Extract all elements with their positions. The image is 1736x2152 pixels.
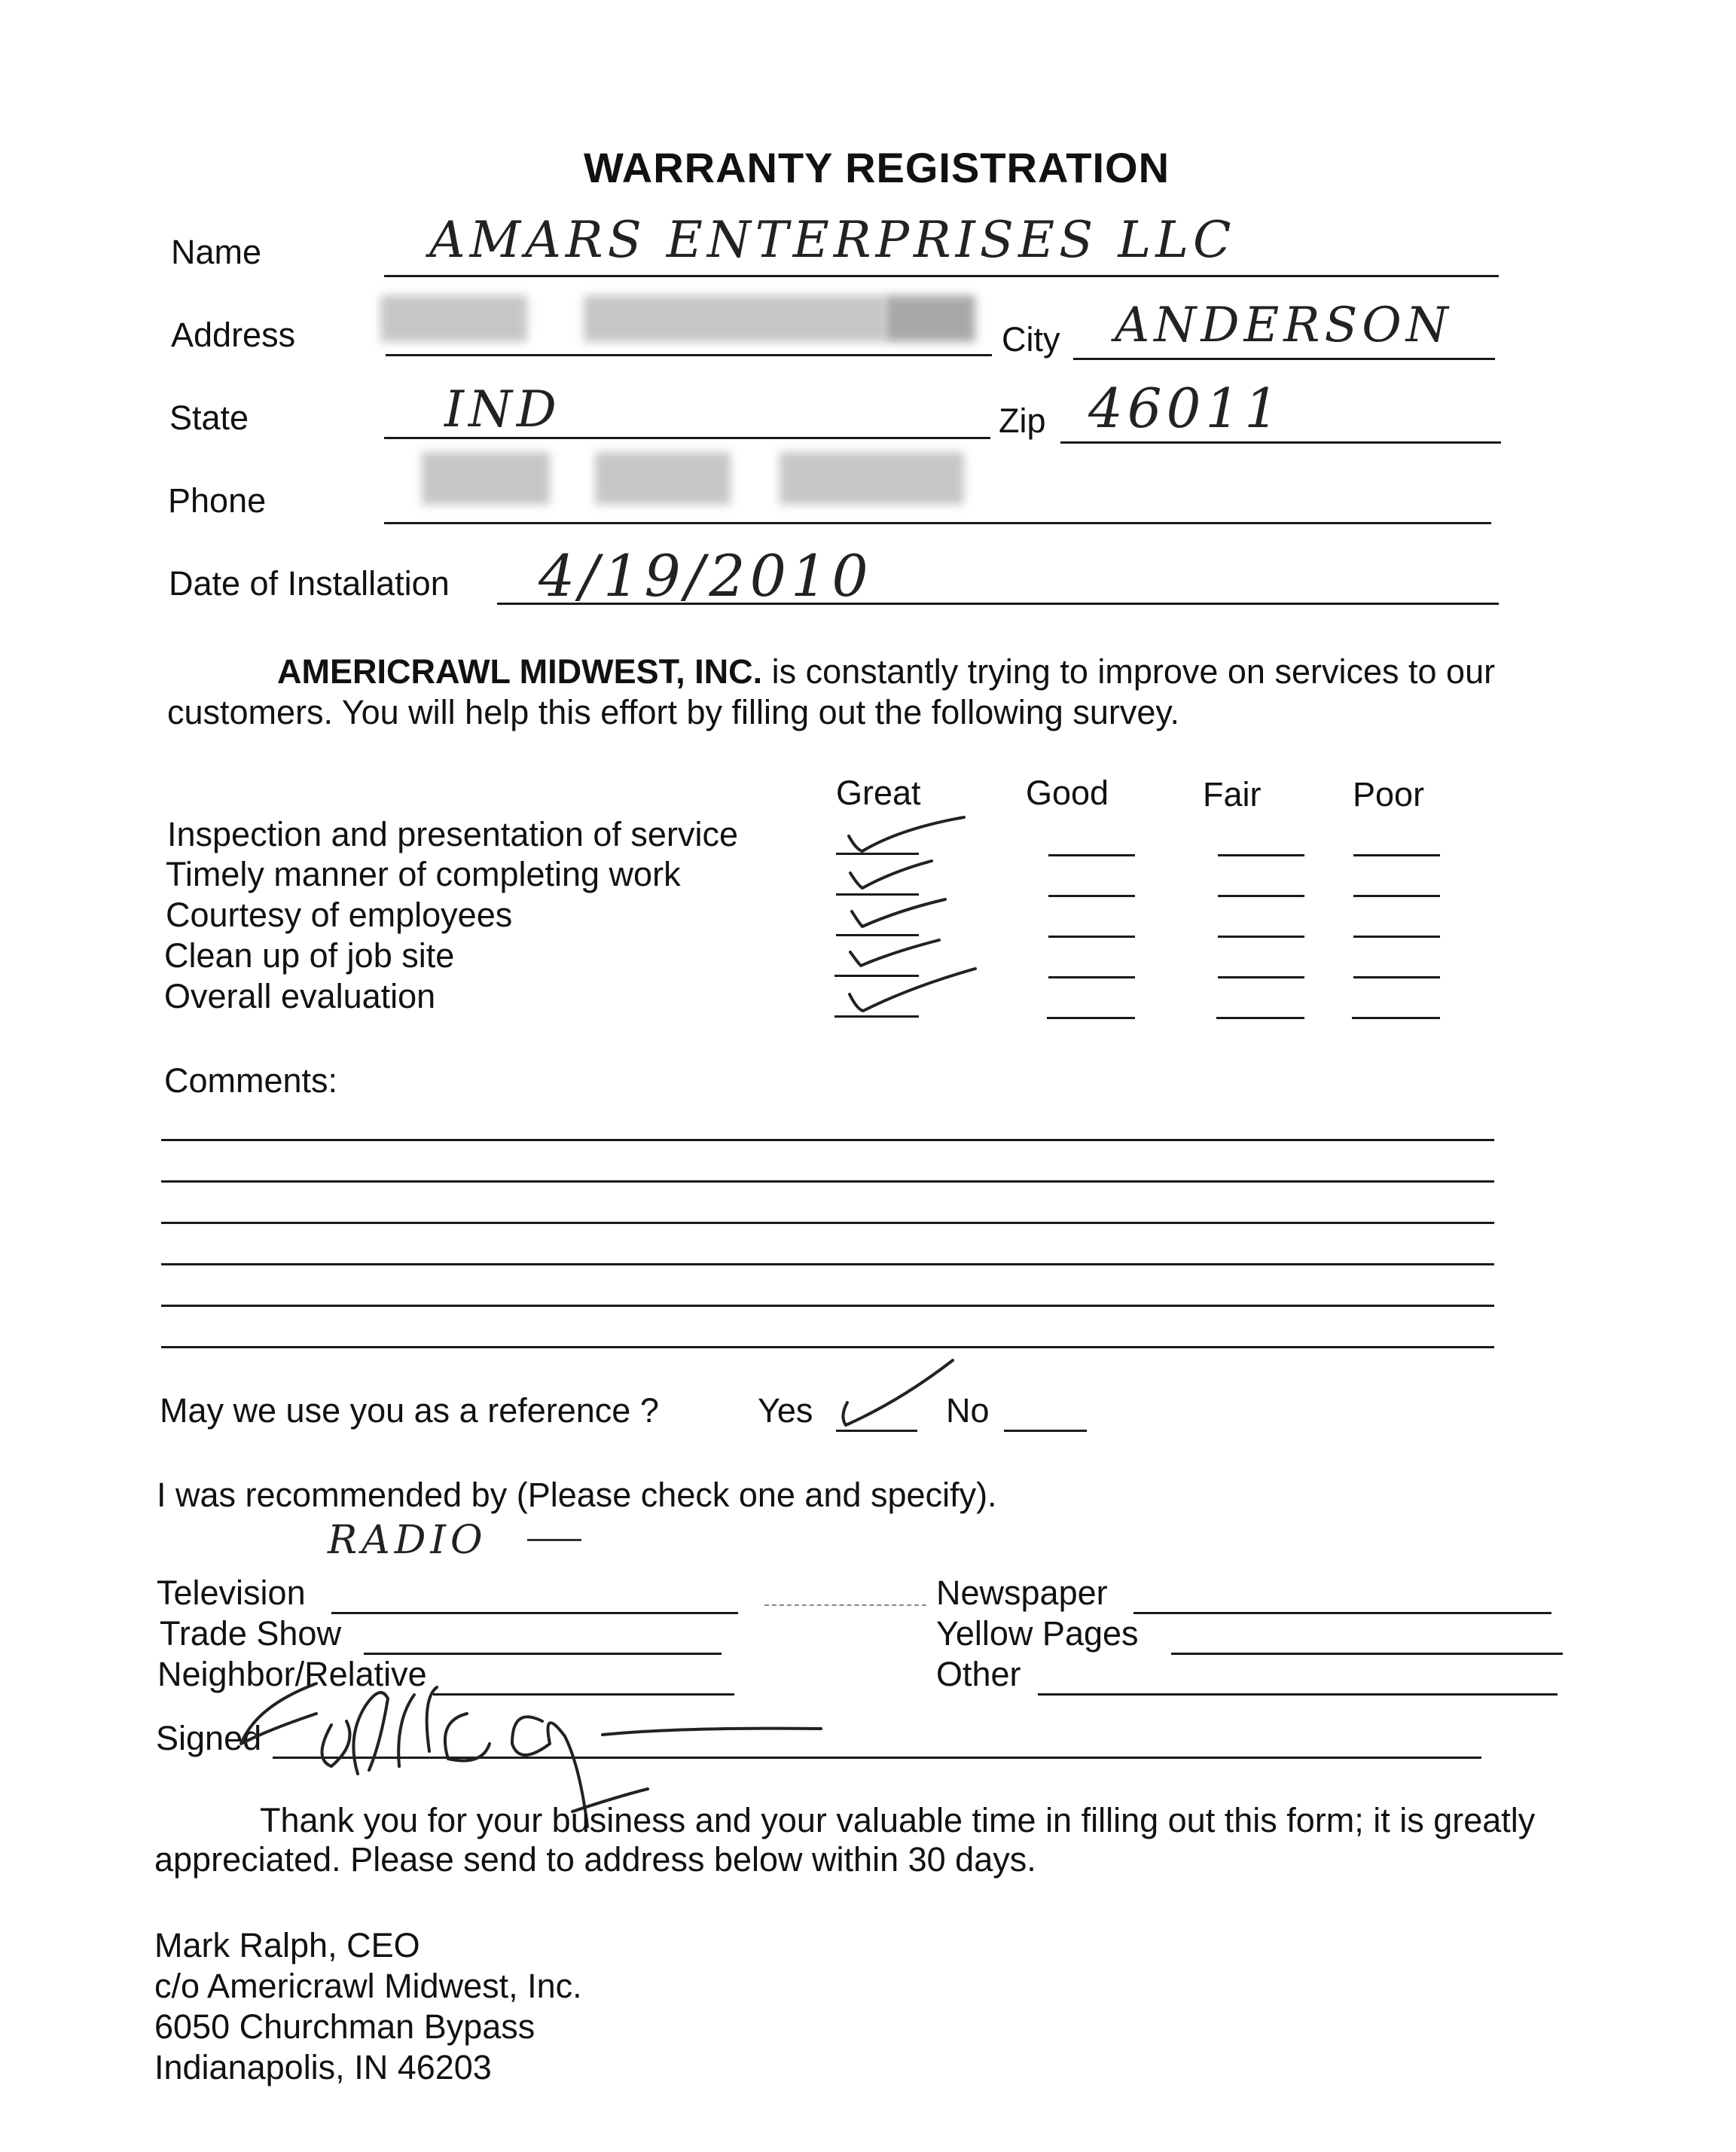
mail-to-line-4: Indianapolis, IN 46203 (154, 2048, 492, 2086)
yellow-pages-blank[interactable] (1171, 1653, 1563, 1655)
phone-line[interactable] (384, 522, 1491, 524)
city-value[interactable]: ANDERSON (1115, 298, 1453, 353)
phone-label: Phone (168, 481, 267, 520)
survey-row-label: Courtesy of employees (166, 896, 513, 934)
col-fair: Fair (1203, 775, 1262, 813)
rating-blank-fair[interactable] (1218, 936, 1304, 938)
rating-blank-good[interactable] (1048, 854, 1135, 856)
signed-label: Signed (156, 1719, 262, 1757)
zip-value[interactable]: 46011 (1088, 377, 1284, 440)
address-label: Address (171, 316, 296, 354)
redacted-address-block (584, 295, 885, 342)
address-line[interactable] (386, 354, 992, 356)
scan-dash (764, 1604, 926, 1606)
television-blank[interactable] (331, 1612, 738, 1614)
rating-blank-fair[interactable] (1218, 895, 1304, 897)
newspaper-blank[interactable] (1133, 1612, 1551, 1614)
check-mark-icon (840, 895, 960, 940)
zip-label: Zip (999, 401, 1046, 440)
name-line[interactable] (384, 275, 1499, 277)
company-name: AMERICRAWL MIDWEST, INC. (277, 652, 763, 691)
survey-row-label: Clean up of job site (164, 936, 455, 975)
col-great: Great (836, 774, 921, 812)
col-good: Good (1026, 774, 1109, 812)
option-neighbor-relative: Neighbor/Relative (157, 1655, 427, 1693)
other-blank[interactable] (1038, 1693, 1558, 1696)
comments-label: Comments: (164, 1061, 338, 1100)
rating-blank-fair[interactable] (1218, 976, 1304, 978)
comment-line[interactable] (161, 1222, 1494, 1224)
redacted-address-block (885, 295, 975, 342)
zip-line[interactable] (1060, 441, 1501, 444)
rating-blank-good[interactable] (1048, 895, 1135, 897)
handwritten-dash (527, 1539, 581, 1541)
redacted-phone-block (595, 452, 731, 505)
rating-blank-poor[interactable] (1353, 936, 1440, 938)
rating-blank-good[interactable] (1048, 936, 1135, 938)
name-value[interactable]: AMARS ENTERPRISES LLC (429, 211, 1236, 269)
reference-no-label: No (946, 1391, 990, 1430)
option-other: Other (936, 1655, 1021, 1693)
option-trade-show: Trade Show (160, 1614, 341, 1653)
redacted-address-block (380, 295, 527, 342)
col-poor: Poor (1353, 775, 1425, 813)
reference-yes-label: Yes (758, 1391, 813, 1430)
rating-blank-poor[interactable] (1353, 895, 1440, 897)
option-yellow-pages: Yellow Pages (936, 1614, 1139, 1653)
rating-blank-fair[interactable] (1218, 854, 1304, 856)
rating-blank-poor[interactable] (1352, 1017, 1440, 1019)
comment-line[interactable] (161, 1139, 1494, 1141)
rating-blank-fair[interactable] (1216, 1017, 1304, 1019)
state-value[interactable]: IND (444, 380, 561, 438)
rating-blank-poor[interactable] (1353, 976, 1440, 978)
option-newspaper: Newspaper (936, 1574, 1108, 1612)
rating-blank-poor[interactable] (1353, 854, 1440, 856)
reference-question: May we use you as a reference ? (160, 1391, 659, 1430)
comment-line[interactable] (161, 1180, 1494, 1183)
name-label: Name (171, 233, 262, 271)
recommended-handwritten[interactable]: RADIO (328, 1518, 487, 1563)
mail-to-line-2: c/o Americrawl Midwest, Inc. (154, 1967, 582, 2005)
comment-line[interactable] (161, 1263, 1494, 1265)
state-label: State (169, 398, 249, 437)
mail-to-line-3: 6050 Churchman Bypass (154, 2007, 535, 2046)
reference-no-blank[interactable] (1004, 1430, 1087, 1432)
redacted-phone-block (780, 452, 964, 505)
survey-row-label: Timely manner of completing work (166, 855, 681, 893)
check-mark-icon (840, 855, 945, 900)
intro-line-1 (277, 652, 1495, 692)
rating-blank-good[interactable] (1047, 1017, 1135, 1019)
rating-blank-good[interactable] (1048, 976, 1135, 978)
comment-line[interactable] (161, 1305, 1494, 1307)
option-television: Television (157, 1574, 306, 1612)
closing-line-1: Thank you for your business and your valuable time in filling out this form; it is greatly (260, 1801, 1536, 1839)
intro-text-1: is constantly trying to improve on services to our (771, 652, 1496, 691)
intro-text-2: customers. You will help this effort by filling out the following survey. (167, 693, 1180, 731)
city-line[interactable] (1073, 358, 1495, 360)
date-label: Date of Installation (169, 564, 450, 603)
closing-line-2: appreciated. Please send to address below within 30 days. (154, 1840, 1036, 1879)
comment-line[interactable] (161, 1346, 1494, 1348)
city-label: City (1002, 320, 1060, 359)
recommended-prompt: I was recommended by (Please check one and specify). (157, 1476, 997, 1514)
redacted-phone-block (422, 452, 550, 505)
survey-row-label: Inspection and presentation of service (167, 815, 738, 853)
page-title: WARRANTY REGISTRATION (584, 144, 1170, 191)
date-value[interactable]: 4/19/2010 (538, 542, 873, 609)
mail-to-line-1: Mark Ralph, CEO (154, 1926, 420, 1964)
check-mark-icon (836, 964, 987, 1024)
survey-row-label: Overall evaluation (164, 977, 436, 1015)
